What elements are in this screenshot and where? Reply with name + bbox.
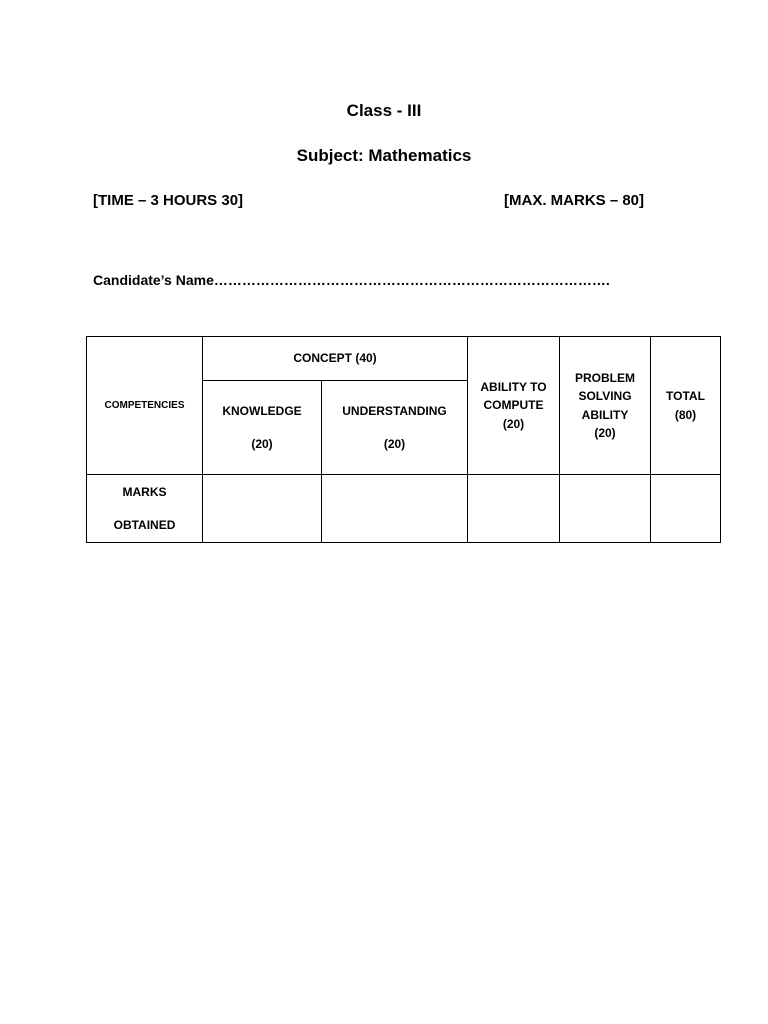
ability-label-line1: ABILITY TO [480,379,547,394]
problem-solving-header [560,337,651,475]
knowledge-marks: (20) [251,437,273,451]
knowledge-label: KNOWLEDGE [222,403,302,418]
candidate-name-line: Candidate’s Name…………………………………………………………………………. [93,272,610,288]
marks-obtained-cell [87,475,203,543]
max-marks-label: [MAX. MARKS – 80] [504,192,645,209]
total-marks: (80) [674,407,697,422]
concept-label: CONCEPT (40) [293,351,377,366]
table-row [87,475,721,543]
total-header [651,337,721,475]
marks-label-line2: OBTAINED [113,517,176,532]
problem-label-line1: PROBLEM [575,370,635,385]
competencies-label: COMPETENCIES [104,399,185,411]
class-title: Class - III [346,101,422,120]
understanding-marks-cell[interactable] [322,475,468,543]
concept-header [203,337,468,381]
total-label: TOTAL [666,389,705,404]
subject-title: Subject: Mathematics [296,146,472,165]
competencies-table [86,336,721,543]
problem-marks: (20) [594,425,616,440]
knowledge-marks-cell[interactable] [203,475,322,543]
total-marks-cell[interactable] [651,475,721,543]
understanding-marks: (20) [383,437,406,451]
table-row [87,337,721,381]
problem-label-line2: SOLVING [578,389,632,404]
marks-label-line1: MARKS [122,485,167,500]
knowledge-header [203,381,322,475]
ability-label-line2: COMPUTE [483,398,544,413]
competencies-header [87,337,203,475]
ability-marks-cell[interactable] [468,475,560,543]
understanding-header [322,381,468,475]
time-label: [TIME – 3 HOURS 30] [93,192,244,209]
problem-label-line3: ABILITY [581,407,629,422]
ability-header [468,337,560,475]
problem-solving-marks-cell[interactable] [560,475,651,543]
understanding-label: UNDERSTANDING [342,403,447,418]
ability-marks: (20) [502,416,525,431]
